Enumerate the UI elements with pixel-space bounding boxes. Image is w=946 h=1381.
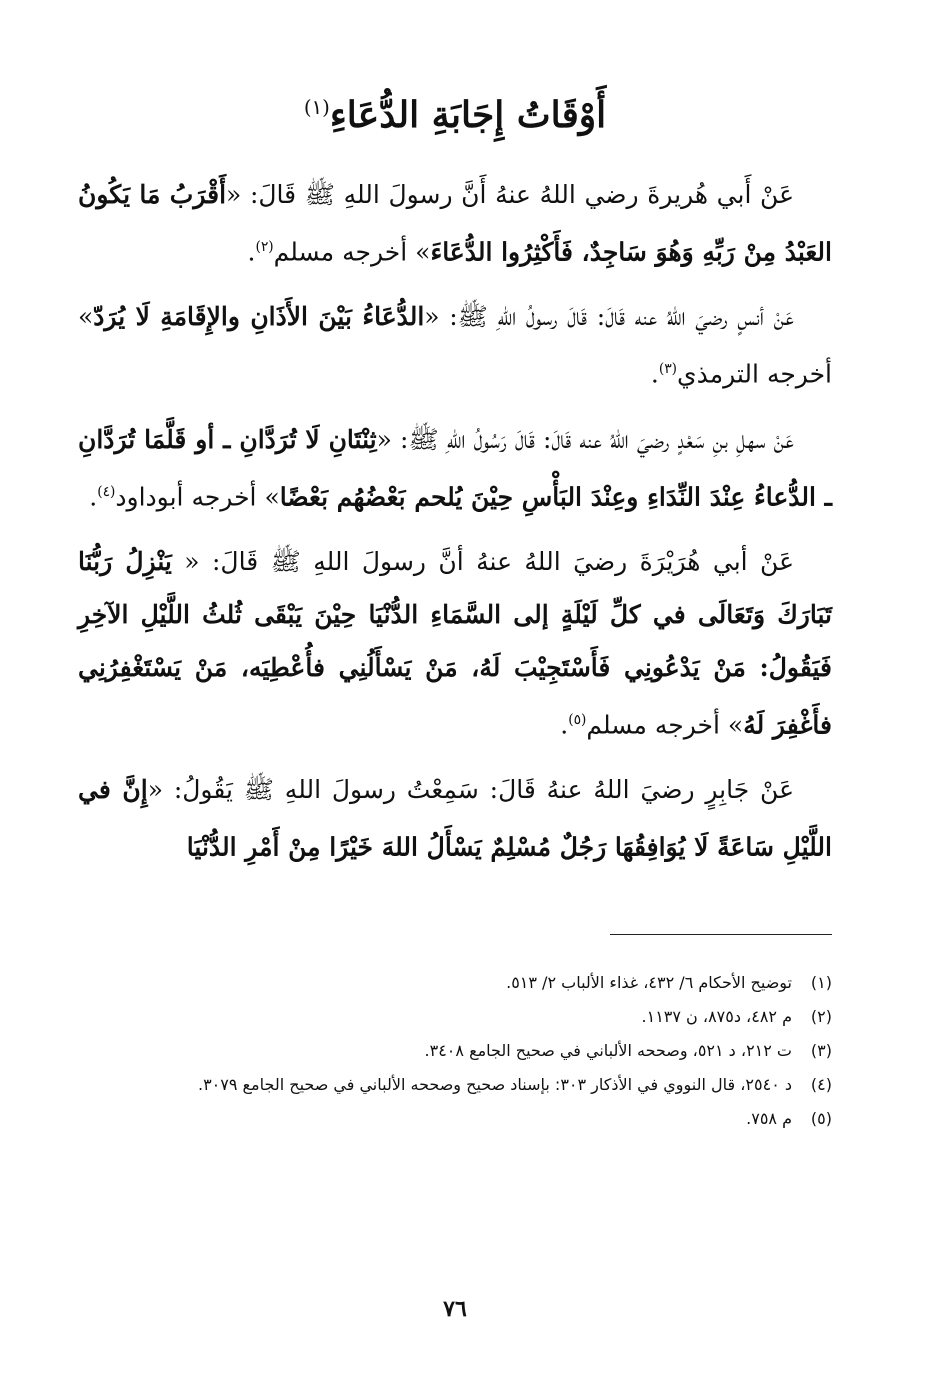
hadith-intro: عَنْ سهلِ بنِ سَعْدٍ رضيَ اللهُ عنه قَالَ: قَالَ رَسُولُ اللهِ ﷺ: « bbox=[376, 424, 794, 454]
hadith-source: » أخرجه مسلم bbox=[273, 237, 431, 267]
chapter-title bbox=[78, 94, 832, 136]
hadith-end: . bbox=[650, 359, 659, 389]
footnote-item bbox=[78, 1068, 832, 1102]
book-page bbox=[78, 0, 832, 1381]
footnote-text: د ٢٥٤٠، قال النووي في الأذكار ٣٠٣: بإسناد صحيح وصححه الألباني في صحيح الجامع ٣٠٧٩. bbox=[197, 1075, 792, 1094]
hadith-source: » أخرجه الترمذي bbox=[78, 302, 832, 389]
hadith-end: . bbox=[247, 237, 256, 267]
hadith-paragraph bbox=[78, 763, 832, 873]
footnote-item bbox=[78, 1102, 832, 1136]
footnote-item bbox=[78, 966, 832, 1000]
title-footnote-ref: (١) bbox=[303, 96, 330, 120]
main-text bbox=[78, 168, 832, 886]
hadith-source: » أخرجه مسلم bbox=[586, 710, 744, 740]
footnote-ref: (٣) bbox=[658, 361, 678, 378]
page-number: ٧٦ bbox=[443, 1296, 467, 1322]
hadith-text: الدُّعَاءُ بَيْنَ الأَذَانِ والإِقَامَةِ لَا يُرَدّ bbox=[93, 302, 425, 332]
footnote-item bbox=[78, 1034, 832, 1068]
hadith-end: . bbox=[560, 710, 569, 740]
footnote-text: توضيح الأحكام ٦/ ٤٣٢، غذاء الألباب ٢/ ٥١٣. bbox=[506, 973, 792, 992]
footnote-text: م ٤٨٢، د٨٧٥، ن ١١٣٧. bbox=[641, 1007, 792, 1026]
hadith-text: أَقْرَبُ مَا يَكُونُ العَبْدُ مِنْ رَبِّهِ وَهُوَ سَاجِدٌ، فَأَكْثِرُوا الدُّعَاءَ bbox=[78, 180, 832, 267]
hadith-text: يَنْزِلُ رَبُّنَا تَبَارَكَ وَتَعَالَى في كلِّ لَيْلَةٍ إلى السَّمَاءِ الدُّنْيَا حِيْنَ يَبْقَى ثُلثُ اللَّيْلِ الآخِرِ فَيَقُولُ: مَنْ يَدْعُونِي فَأَسْتَجِيْبَ لَهُ، مَنْ يَسْأَلُنِي فأُعْطِيَه، مَنْ يَسْتَغْفِرُنِي فأَغْفِرَ لَهُ bbox=[78, 546, 832, 740]
footnote-item bbox=[78, 1000, 832, 1034]
footnote-ref: (٢) bbox=[255, 239, 274, 255]
hadith-intro: عَنْ أنسٍ رضيَ اللهُ عنه قَالَ: قَالَ رسولُ اللهِ ﷺ: « bbox=[424, 302, 794, 332]
hadith-intro: عَنْ أبي هُرَيْرَةَ رضيَ اللهُ عنهُ أنَّ رسولَ اللهِ ﷺ قَالَ: « bbox=[171, 546, 795, 576]
footnote-text: م ٧٥٨. bbox=[746, 1109, 792, 1128]
footnote-divider bbox=[610, 934, 832, 935]
hadith-paragraph bbox=[78, 535, 832, 751]
footnotes bbox=[78, 966, 832, 1136]
hadith-intro: عَنْ أَبي هُريرةَ رضي اللهُ عنهُ أَنَّ رسولَ اللهِ ﷺ قَالَ: « bbox=[226, 180, 794, 209]
footnote-number: (٥) bbox=[810, 1109, 832, 1128]
hadith-end: . bbox=[89, 481, 98, 511]
hadith-paragraph bbox=[78, 168, 832, 278]
hadith-source: » أخرجه أبوداود bbox=[115, 481, 280, 511]
footnote-number: (٢) bbox=[810, 1007, 832, 1026]
hadith-paragraph bbox=[78, 413, 832, 523]
hadith-text: إِنَّ في اللَّيْلِ سَاعَةً لَا يُوَافِقُهَا رَجُلٌ مُسْلِمٌ يَسْأَلُ اللهَ خَيْرًا مِنْ أَمْرِ الدُّنْيَا bbox=[78, 775, 832, 862]
footnote-text: ت ٢١٢، د ٥٢١، وصححه الألباني في صحيح الجامع ٣٤٠٨. bbox=[424, 1041, 792, 1060]
footnote-number: (٤) bbox=[810, 1075, 832, 1094]
hadith-text: ثِنْتَانِ لَا تُرَدَّانِ ـ أو قَلَّمَا تُرَدَّانِ ـ الدُّعاءُ عِنْدَ النِّدَاءِ وعِنْدَ البَأْسِ حِيْنَ يُلحم بَعْضُهُم بَعْضًا bbox=[78, 424, 832, 511]
footnote-number: (٣) bbox=[810, 1041, 832, 1060]
footnote-ref: (٤) bbox=[97, 483, 116, 500]
chapter-title-text: أَوْقَاتُ إِجَابَةِ الدُّعَاءِ bbox=[329, 94, 607, 137]
hadith-intro: عَنْ جَابِرٍ رضيَ اللهُ عنهُ قَالَ: سَمِعْتُ رسولَ اللهِ ﷺ يَقُولُ: « bbox=[147, 775, 794, 805]
footnote-ref: (٥) bbox=[568, 711, 587, 728]
hadith-paragraph bbox=[78, 290, 832, 400]
footnote-number: (١) bbox=[810, 973, 832, 992]
